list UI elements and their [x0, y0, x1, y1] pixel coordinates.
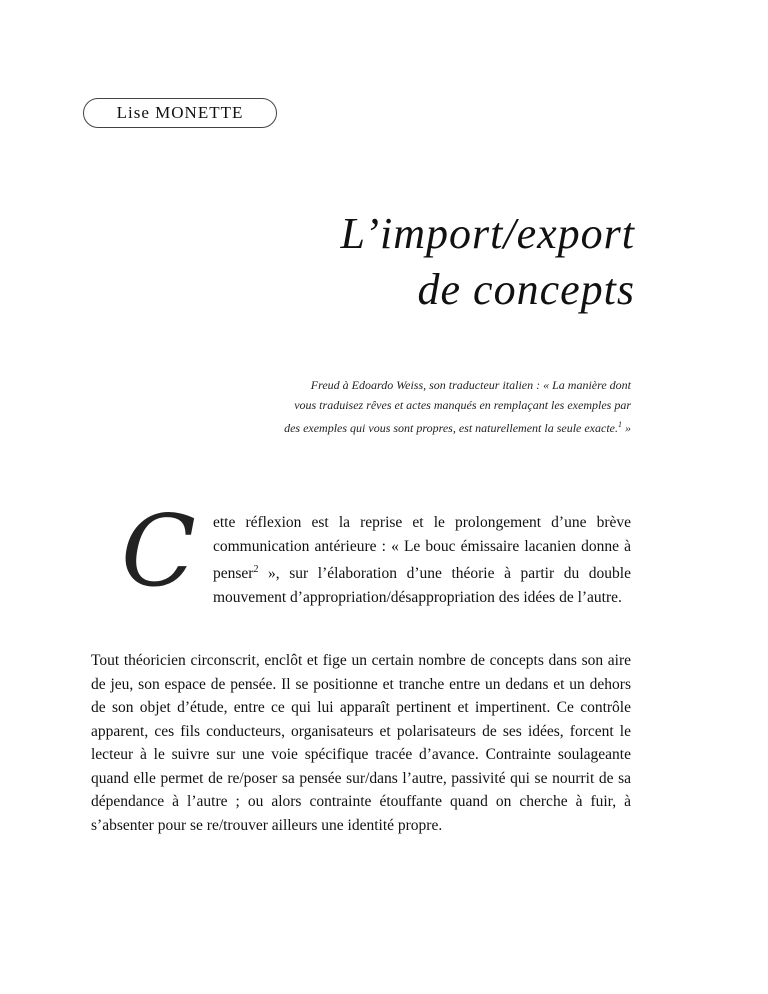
epigraph-line-2: vous traduisez rêves et actes manqués en remplaçant les exemples par: [294, 397, 631, 412]
drop-cap-letter: C: [121, 495, 196, 609]
paragraph-body-text: Tout théoricien circonscrit, enclôt et fige un certain nombre de concepts dans son aire de jeu, son espace de pensée. Il se positionne et tranche entre un dedans et un dehors de son objet d’étude, entre ce qui lui apparaît pertinent et impertinent. Ce contrôle apparent, ces fils conducteurs, organisateurs et polarisateurs de ses idées, forcent le lecteur à le suivre sur une voie spécifique tracée d’avance. Contrainte soulageante quand elle permet de re/poser sa pensée sur/dans l’autre, passivité qui se nourrit de sa dépendance à l’autre ; ou alors contrainte étouffante quand on cherche à fuir, à s’absenter pour se re/trouver ailleurs une identité propre.: [91, 652, 631, 834]
epigraph: [171, 376, 631, 439]
epigraph-line-3-text: des exemples qui vous sont propres, est naturellement la seule exacte.: [284, 421, 618, 435]
epigraph-closing-quote: »: [622, 421, 631, 435]
title-line-1: L’import/export: [340, 209, 635, 258]
author-name: Lise MONETTE: [83, 98, 277, 128]
epigraph-line-3: [171, 415, 631, 439]
title-line-2: de concepts: [417, 265, 635, 314]
epigraph-line-1: Freud à Edoardo Weiss, son traducteur italien : « La manière dont: [310, 378, 631, 392]
footnote-marker-1: 1: [618, 420, 622, 429]
paragraph-body: [91, 649, 631, 837]
paragraph-intro-text-a: ette réflexion est la reprise et le prolongement d’une brève communication antérieure : « Le bouc émissaire lacanien donne à penser: [213, 514, 631, 583]
footnote-marker-2: 2: [253, 564, 259, 575]
paragraph-intro-text-b: », sur l’élaboration d’une théorie à partir du double mouvement d’appropriation/désappropriation des idées de l’autre.: [213, 565, 631, 606]
article-title: [341, 206, 635, 318]
paragraph-intro: [91, 495, 631, 609]
